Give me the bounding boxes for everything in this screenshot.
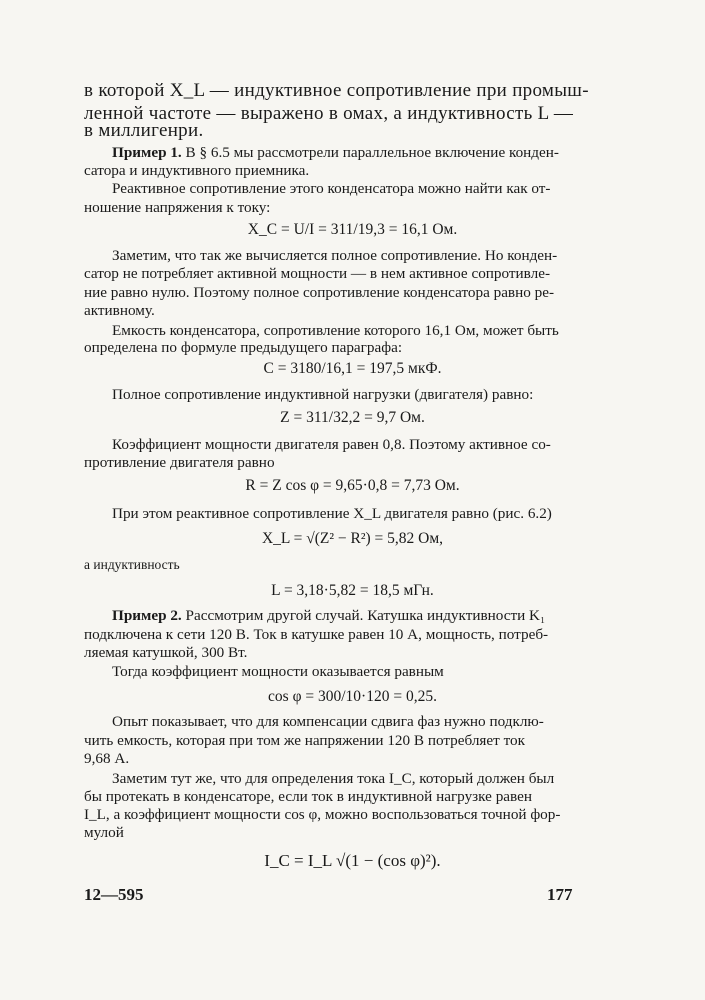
text-line: Полное сопротивление индуктивной нагрузки (двигателя) равно: [112, 386, 534, 403]
text-line: бы протекать в конденсаторе, если ток в индуктивной нагрузке равен [84, 788, 532, 805]
text-line: Опыт показывает, что для компенсации сдвига фаз нужно подклю- [112, 713, 544, 730]
equation-xc: X_C = U/I = 311/19,3 = 16,1 Ом. [247, 221, 458, 238]
text-line: сатор не потребляет активной мощности — в нем активное сопротивле- [84, 265, 551, 282]
text-line: При этом реактивное сопротивление X_L двигателя равно (рис. 6.2) [112, 505, 552, 522]
text-line: мулой [84, 824, 124, 841]
text-line: ношение напряжения к току: [84, 199, 271, 216]
example-1-line: Пример 1. В § 6.5 мы рассмотрели параллельное включение конден- [112, 144, 559, 161]
text-line: активному. [84, 302, 155, 319]
example-label: Пример 1. [112, 144, 182, 161]
equation-ic: I_C = I_L √(1 − (cos φ)²). [264, 851, 441, 870]
text-line: ленной частоте — выражено в омах, а индуктивность L — [84, 103, 574, 124]
text-line: Заметим, что так же вычисляется полное сопротивление. Но конден- [112, 247, 558, 264]
text-line: сатора и индуктивного приемника. [84, 162, 310, 179]
printer-signature: 12—595 [84, 885, 144, 904]
text-line: в миллигенри. [84, 120, 204, 141]
text-line: 9,68 А. [84, 750, 130, 767]
text-line: в которой X_L — индуктивное сопротивление при промыш- [84, 80, 589, 101]
equation-r: R = Z cos φ = 9,65·0,8 = 7,73 Ом. [245, 477, 460, 494]
page-number: 177 [547, 885, 573, 904]
text-line: Коэффициент мощности двигателя равен 0,8. Поэтому активное со- [112, 436, 551, 453]
text-line: противление двигателя равно [84, 454, 275, 471]
equation-c: C = 3180/16,1 = 197,5 мкФ. [263, 360, 442, 377]
equation-z: Z = 311/32,2 = 9,7 Ом. [280, 409, 425, 426]
text-line: чить емкость, которая при том же напряжении 120 В потребляет ток [84, 732, 525, 749]
equation-cos: cos φ = 300/10·120 = 0,25. [268, 688, 437, 705]
text-line: Заметим тут же, что для определения тока I_C, который должен был [112, 770, 555, 787]
equation-xl: X_L = √(Z² − R²) = 5,82 Ом, [261, 530, 444, 547]
example-2-line: Пример 2. Рассмотрим другой случай. Катушка индуктивности K₁ [112, 607, 546, 624]
text-line: подключена к сети 120 В. Ток в катушке равен 10 А, мощность, потреб- [84, 626, 549, 643]
text-line: ние равно нулю. Поэтому полное сопротивление конденсатора равно ре- [84, 284, 555, 301]
text-line: а индуктивность [84, 557, 180, 572]
text-line: Емкость конденсатора, сопротивление которого 16,1 Ом, может быть [112, 322, 559, 339]
text-line: Реактивное сопротивление этого конденсатора можно найти как от- [112, 180, 551, 197]
equation-l: L = 3,18·5,82 = 18,5 мГн. [271, 582, 434, 599]
text-line: определена по формуле предыдущего параграфа: [84, 339, 403, 356]
example-label: Пример 2. [112, 607, 182, 624]
text-line: Тогда коэффициент мощности оказывается равным [112, 663, 444, 680]
text-line: ляемая катушкой, 300 Вт. [84, 644, 248, 661]
text-line: I_L, а коэффициент мощности cos φ, можно воспользоваться точной фор- [84, 806, 561, 823]
